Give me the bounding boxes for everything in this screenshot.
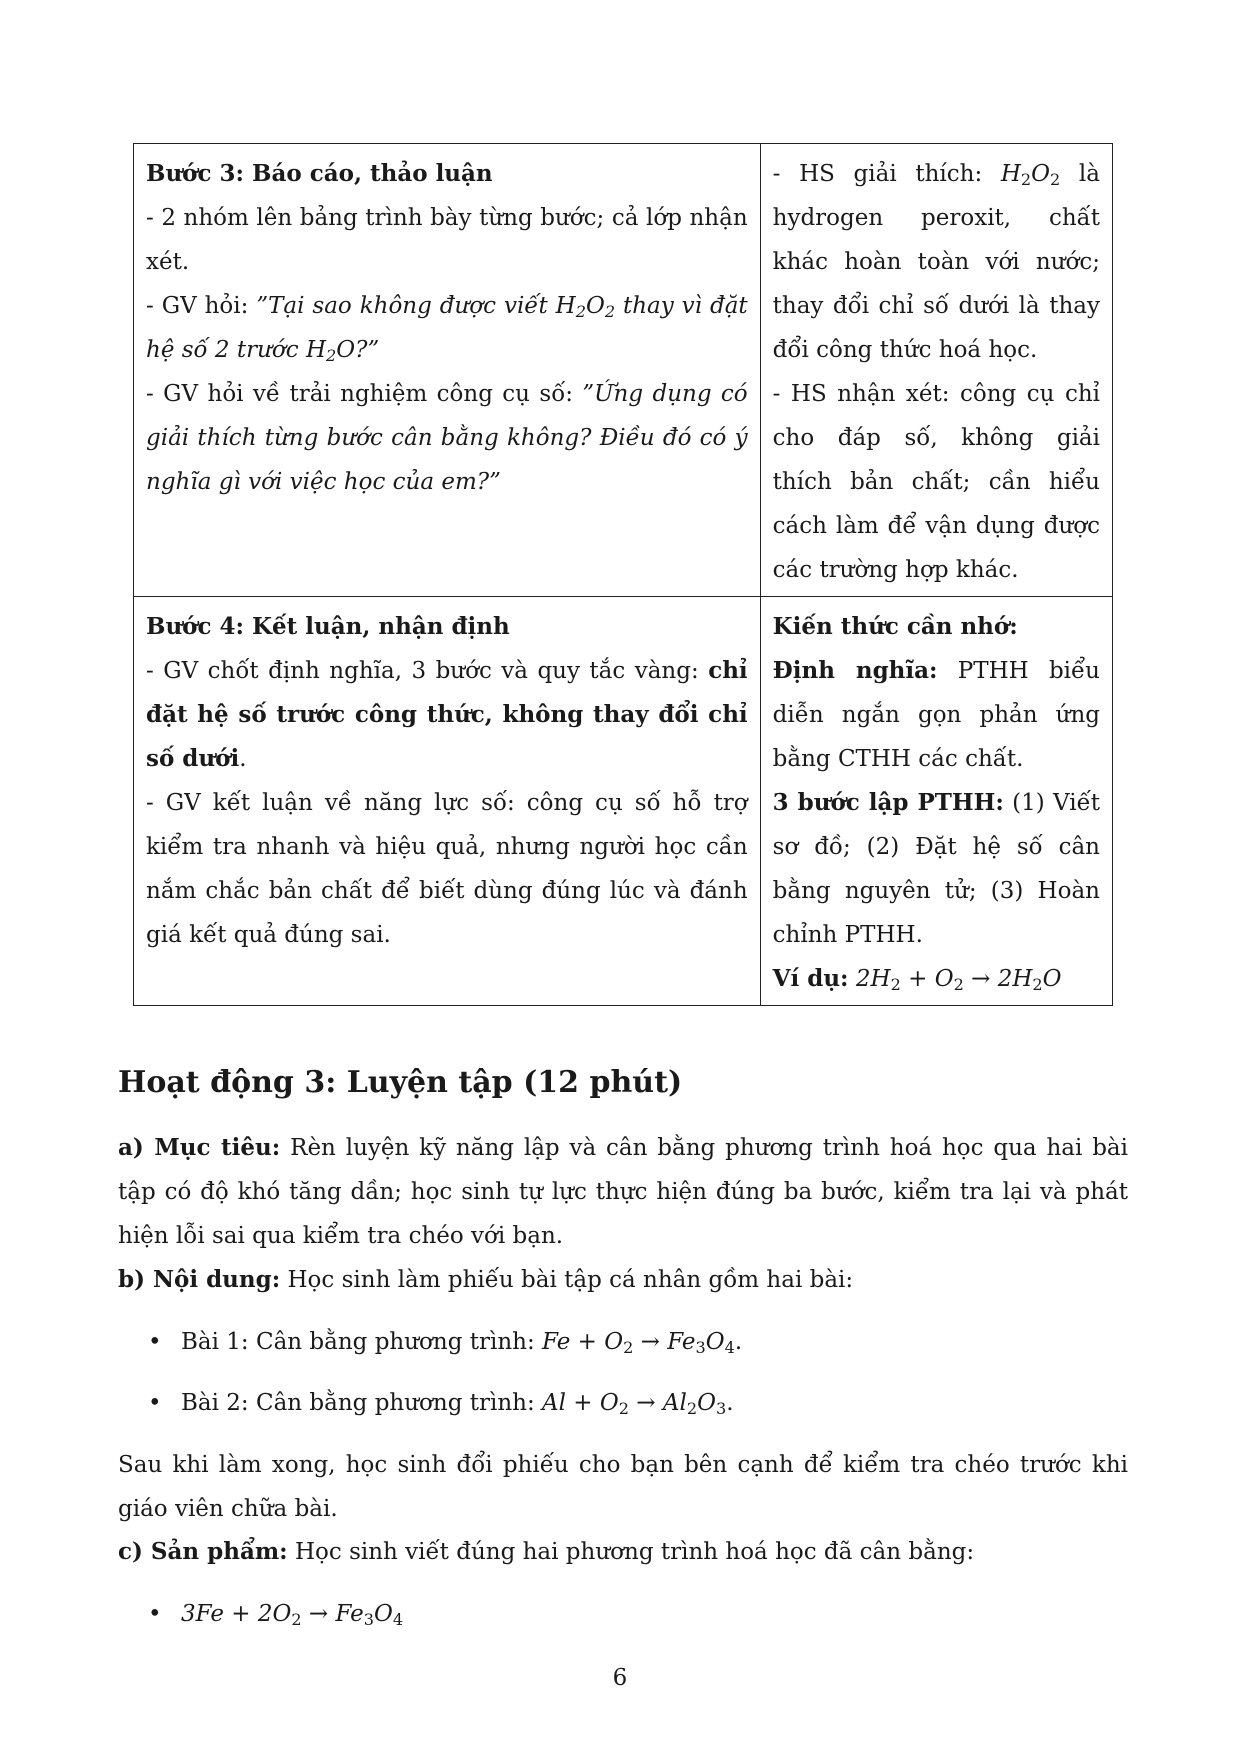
step4-line2: - GV kết luận về năng lực số: công cụ số hỗ trợ kiểm tra nhanh và hiệu quả, nhưng người học cần nắm chắc bản chất để biết dùng đúng lúc và đánh giá kết quả đúng sai. [146,790,748,948]
knowledge-definition: Định nghĩa: PTHH biểu diễn ngắn gọn phản ứng bằng CTHH các chất. [772,657,1100,772]
knowledge-heading: Kiến thức cần nhớ: [772,613,1018,640]
step3-line1: - 2 nhóm lên bảng trình bày từng bước; cả lớp nhận xét. [146,205,748,275]
step3-question2: - GV hỏi về trải nghiệm công cụ số: ”Ứng dụng có giải thích từng bước cân bằng không? Điều đó có ý nghĩa gì với việc học của em?” [146,381,748,495]
knowledge-steps: 3 bước lập PTHH: (1) Viết sơ đồ; (2) Đặt hệ số cân bằng nguyên tử; (3) Hoàn chỉnh PTHH. [772,789,1100,948]
student-comment: - HS nhận xét: công cụ chỉ cho đáp số, không giải thích bản chất; cần hiểu cách làm để vận dụng được các trường hợp khác. [772,381,1100,583]
table-cell-teacher-step4 [134,597,761,1006]
objective-paragraph: a) Mục tiêu: Rèn luyện kỹ năng lập và cân bằng phương trình hoá học qua hai bài tập có độ khó tăng dần; học sinh tự lực thực hiện đúng ba bước, kiểm tra lại và phát hiện lỗi sai qua kiểm tra chéo với bạn. [118,1134,1128,1249]
product-paragraph: c) Sản phẩm: Học sinh viết đúng hai phương trình hoá học đã cân bằng: [118,1538,975,1565]
table-cell-student-step3 [760,144,1112,597]
peer-check-paragraph: Sau khi làm xong, học sinh đổi phiếu cho bạn bên cạnh để kiểm tra chéo trước khi giáo viên chữa bài. [118,1452,1128,1522]
answer-1-list-item: • $3Fe + 2O_2 \to Fe_3O_4$ [150,1592,403,1636]
step4-line1: - GV chốt định nghĩa, 3 bước và quy tắc vàng: chỉ đặt hệ số trước công thức, không thay đổi chỉ số dưới. [146,657,748,772]
exercise-2-list-item: • Bài 2: Cân bằng phương trình: $Al + O_2 \to Al_2O_3$. [150,1381,734,1425]
page-number: 6 [612,1665,628,1691]
step3-heading: Bước 3: Báo cáo, thảo luận [146,160,493,187]
exercise-1-list-item: • Bài 1: Cân bằng phương trình: $Fe + O_2 \to Fe_3O_4$. [150,1320,742,1364]
table-row [134,597,1113,1006]
table-cell-key-knowledge [760,597,1112,1006]
content-paragraph: b) Nội dung: Học sinh làm phiếu bài tập cá nhân gồm hai bài: [118,1266,854,1293]
step3-question1: - GV hỏi: ”Tại sao không được viết $H_2O_2$ thay vì đặt hệ số 2 trước $H_2O$?” [146,293,748,365]
activity-table [133,143,1113,1006]
knowledge-example: Ví dụ: $2H_2 + O_2 \to 2H_2O$ [772,965,1062,994]
student-explanation: - HS giải thích: $H_2O_2$ là hydrogen peroxit, chất khác hoàn toàn với nước; thay đổi chỉ số dưới là thay đổi công thức hoá học. [772,161,1100,363]
section-title: Hoạt động 3: Luyện tập (12 phút) [118,1065,683,1100]
table-row [134,144,1113,597]
table-cell-teacher-step3 [134,144,761,597]
step4-heading: Bước 4: Kết luận, nhận định [146,613,510,640]
